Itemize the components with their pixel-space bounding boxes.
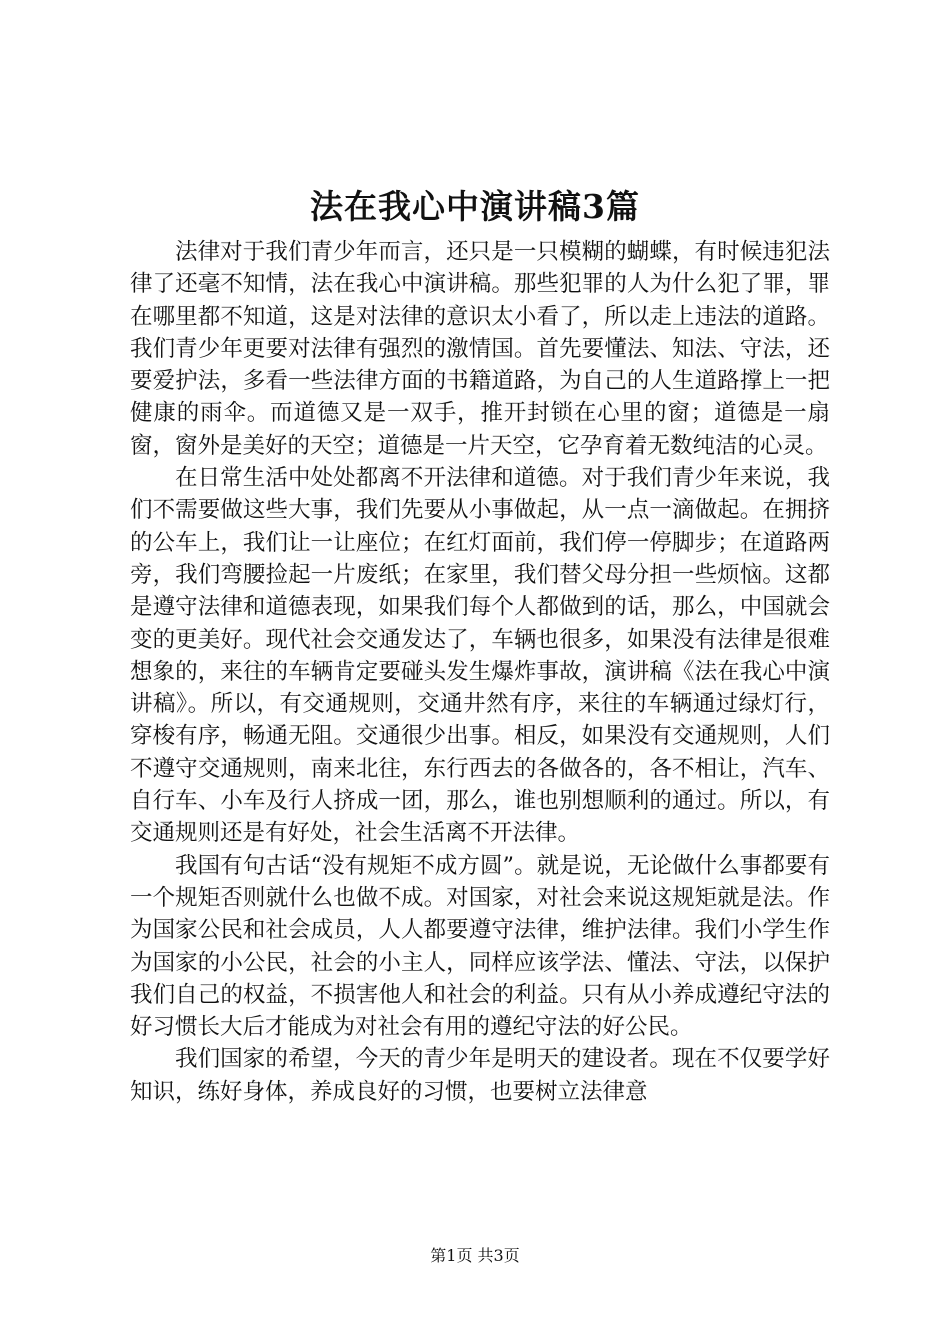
document-title: 法在我心中演讲稿3篇 — [310, 187, 640, 226]
paragraph-2: 在日常生活中处处都离不开法律和道德。对于我们青少年来说，我们不需要做这些大事，我们先要从小事做起，从一点一滴做起。在拥挤的公车上，我们让一让座位；在红灯面前，我们停一停脚步；在道路两旁，我们弯腰捡起一片废纸；在家里，我们替父母分担一些烦恼。这都是遵守法律和道德表现，如果我们每个人都做到的话，那么，中国就会变的更美好。现代社会交通发达了，车辆也很多，如果没有法律是很难想象的，来往的车辆肯定要碰头发生爆炸事故，演讲稿《法在我心中演讲稿》。所以，有交通规则，交通井然有序，来往的车辆通过绿灯行，穿梭有序，畅通无阻。交通很少出事。相反，如果没有交通规则，人们不遵守交通规则，南来北往，东行西去的各做各的，各不相让，汽车、自行车、小车及行人挤成一团，那么，谁也别想顺利的通过。所以，有交通规则还是有好处，社会生活离不开法律。 — [130, 465, 830, 847]
paragraph-4: 我们国家的希望，今天的青少年是明天的建设者。现在不仅要学好知识，练好身体，养成良好的习惯，也要树立法律意 — [130, 1046, 830, 1105]
paragraph-1: 法律对于我们青少年而言，还只是一只模糊的蝴蝶，有时候违犯法律了还毫不知情，法在我心中演讲稿。那些犯罪的人为什么犯了罪，罪在哪里都不知道，这是对法律的意识太小看了，所以走上违法的道路。我们青少年更要对法律有强烈的激情国。首先要懂法、知法、守法，还要爱护法，多看一些法律方面的书籍道路，为自己的人生道路撑上一把健康的雨伞。而道德又是一双手，推开封锁在心里的窗；道德是一扇窗，窗外是美好的天空；道德是一片天空，它孕育着无数纯洁的心灵。 — [130, 239, 830, 459]
page-number-footer: 第1页 共3页 — [430, 1246, 520, 1265]
paragraph-3: 我国有句古话“没有规矩不成方圆”。就是说，无论做什么事都要有一个规矩否则就什么也做不成。对国家，对社会来说这规矩就是法。作为国家公民和社会成员，人人都要遵守法律，维护法律。我们小学生作为国家的小公民，社会的小主人，同样应该学法、懂法、守法，以保护我们自己的权益，不损害他人和社会的利益。只有从小养成遵纪守法的好习惯长大后才能成为对社会有用的遵纪守法的好公民。 — [130, 852, 830, 1041]
document-body — [130, 236, 830, 1108]
